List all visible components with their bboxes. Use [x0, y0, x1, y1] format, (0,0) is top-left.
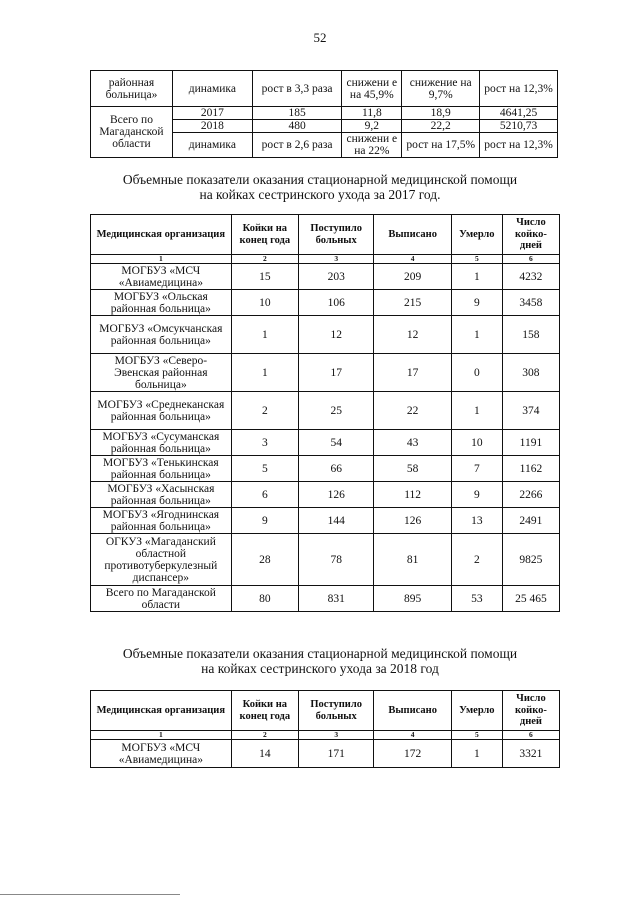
discharged-cell: 58 — [374, 456, 451, 482]
discharged-cell: 215 — [374, 290, 451, 316]
bed-days-cell: 1191 — [502, 430, 559, 456]
summary-label: районная больница» — [91, 71, 173, 107]
table-header-row — [91, 691, 560, 731]
discharged-cell: 209 — [374, 264, 451, 290]
bed-days-cell: 4232 — [502, 264, 559, 290]
died-cell: 1 — [451, 316, 502, 354]
table-row-total — [91, 586, 560, 612]
org-cell: Всего по Магаданской области — [91, 586, 232, 612]
table-row — [91, 264, 560, 290]
header-beds: Койки на конец года — [231, 215, 298, 255]
column-number: 1 — [91, 731, 232, 740]
died-cell: 7 — [451, 456, 502, 482]
bed-days-cell: 9825 — [502, 534, 559, 586]
died-cell: 1 — [451, 264, 502, 290]
died-cell: 53 — [451, 586, 502, 612]
org-cell: МОГБУЗ «Ягоднинская районная больница» — [91, 508, 232, 534]
table-row — [91, 534, 560, 586]
org-cell: ОГКУЗ «Магаданский областной противотуберкулезный диспансер» — [91, 534, 232, 586]
summary-cell: рост на 17,5% — [402, 133, 480, 158]
summary-cell: снижени е на 45,9% — [342, 71, 402, 107]
summary-cell: рост в 3,3 раза — [252, 71, 342, 107]
header-beds: Койки на конец года — [231, 691, 298, 731]
column-number: 3 — [298, 255, 373, 264]
summary-cell: динамика — [172, 71, 252, 107]
org-cell: МОГБУЗ «Омсукчанская районная больница» — [91, 316, 232, 354]
died-cell: 9 — [451, 482, 502, 508]
header-org: Медицинская организация — [91, 215, 232, 255]
header-discharged: Выписано — [374, 691, 451, 731]
header-bed-days: Число койко-дней — [502, 215, 559, 255]
admitted-cell: 831 — [298, 586, 373, 612]
admitted-cell: 106 — [298, 290, 373, 316]
column-number: 6 — [502, 255, 559, 264]
bed-days-cell: 2266 — [502, 482, 559, 508]
summary-cell: 185 — [252, 107, 342, 120]
discharged-cell: 17 — [374, 354, 451, 392]
column-number: 5 — [451, 731, 502, 740]
summary-table — [90, 70, 558, 158]
column-number: 2 — [231, 255, 298, 264]
org-cell: МОГБУЗ «Среднеканская районная больница» — [91, 392, 232, 430]
summary-total-label: Всего по Магаданской области — [91, 107, 173, 158]
discharged-cell: 895 — [374, 586, 451, 612]
beds-cell: 9 — [231, 508, 298, 534]
beds-cell: 15 — [231, 264, 298, 290]
column-number: 4 — [374, 731, 451, 740]
summary-cell: рост в 2,6 раза — [252, 133, 342, 158]
column-number: 1 — [91, 255, 232, 264]
beds-cell: 5 — [231, 456, 298, 482]
column-number-row — [91, 255, 560, 264]
admitted-cell: 126 — [298, 482, 373, 508]
header-admitted: Поступило больных — [298, 215, 373, 255]
discharged-cell: 22 — [374, 392, 451, 430]
summary-row-2017 — [91, 107, 558, 120]
table-2018 — [90, 690, 560, 768]
org-cell: МОГБУЗ «МСЧ «Авиамедицина» — [91, 264, 232, 290]
summary-row-district — [91, 71, 558, 107]
beds-cell: 10 — [231, 290, 298, 316]
org-cell: МОГБУЗ «Ольская районная больница» — [91, 290, 232, 316]
bed-days-cell: 1162 — [502, 456, 559, 482]
summary-cell: динамика — [172, 133, 252, 158]
died-cell: 13 — [451, 508, 502, 534]
caption-line: на койках сестринского ухода за 2017 год. — [199, 187, 441, 202]
table-row — [91, 456, 560, 482]
caption-line: Объемные показатели оказания стационарной медицинской помощи — [122, 646, 518, 661]
bed-days-cell: 158 — [502, 316, 559, 354]
summary-cell: снижени е на 22% — [342, 133, 402, 158]
summary-cell: рост на 12,3% — [480, 133, 558, 158]
discharged-cell: 12 — [374, 316, 451, 354]
died-cell: 2 — [451, 534, 502, 586]
beds-cell: 1 — [231, 316, 298, 354]
summary-cell: 11,8 — [342, 107, 402, 120]
discharged-cell: 172 — [374, 740, 451, 768]
org-cell: МОГБУЗ «МСЧ «Авиамедицина» — [91, 740, 232, 768]
column-number: 3 — [298, 731, 373, 740]
admitted-cell: 17 — [298, 354, 373, 392]
discharged-cell: 112 — [374, 482, 451, 508]
table-row — [91, 354, 560, 392]
admitted-cell: 25 — [298, 392, 373, 430]
beds-cell: 1 — [231, 354, 298, 392]
header-admitted: Поступило больных — [298, 691, 373, 731]
summary-cell: снижение на 9,7% — [402, 71, 480, 107]
header-discharged: Выписано — [374, 215, 451, 255]
org-cell: МОГБУЗ «Хасынская районная больница» — [91, 482, 232, 508]
caption-line: Объемные показатели оказания стационарной медицинской помощи — [122, 172, 518, 187]
bed-days-cell: 3458 — [502, 290, 559, 316]
org-cell: МОГБУЗ «Северо-Эвенская районная больница» — [91, 354, 232, 392]
caption-line: на койках сестринского ухода за 2018 год — [201, 661, 439, 676]
beds-cell: 6 — [231, 482, 298, 508]
summary-cell: рост на 12,3% — [480, 71, 558, 107]
admitted-cell: 171 — [298, 740, 373, 768]
discharged-cell: 43 — [374, 430, 451, 456]
beds-cell: 14 — [231, 740, 298, 768]
header-died: Умерло — [451, 215, 502, 255]
column-number-row — [91, 731, 560, 740]
admitted-cell: 144 — [298, 508, 373, 534]
table-caption-2018 — [0, 646, 640, 676]
beds-cell: 28 — [231, 534, 298, 586]
table-row — [91, 430, 560, 456]
died-cell: 1 — [451, 392, 502, 430]
died-cell: 0 — [451, 354, 502, 392]
footer-divider — [0, 894, 180, 895]
header-died: Умерло — [451, 691, 502, 731]
column-number: 5 — [451, 255, 502, 264]
bed-days-cell: 2491 — [502, 508, 559, 534]
summary-cell: 2018 — [172, 120, 252, 133]
summary-cell: 9,2 — [342, 120, 402, 133]
page-number: 52 — [313, 30, 327, 45]
admitted-cell: 78 — [298, 534, 373, 586]
org-cell: МОГБУЗ «Сусуманская районная больница» — [91, 430, 232, 456]
summary-cell: 18,9 — [402, 107, 480, 120]
beds-cell: 3 — [231, 430, 298, 456]
column-number: 2 — [231, 731, 298, 740]
org-cell: МОГБУЗ «Тенькинская районная больница» — [91, 456, 232, 482]
admitted-cell: 203 — [298, 264, 373, 290]
discharged-cell: 81 — [374, 534, 451, 586]
table-caption-2017 — [0, 172, 640, 202]
beds-cell: 80 — [231, 586, 298, 612]
table-row — [91, 740, 560, 768]
bed-days-cell: 308 — [502, 354, 559, 392]
column-number: 6 — [502, 731, 559, 740]
admitted-cell: 54 — [298, 430, 373, 456]
bed-days-cell: 25 465 — [502, 586, 559, 612]
summary-cell: 5210,73 — [480, 120, 558, 133]
admitted-cell: 66 — [298, 456, 373, 482]
bed-days-cell: 3321 — [502, 740, 559, 768]
summary-cell: 2017 — [172, 107, 252, 120]
discharged-cell: 126 — [374, 508, 451, 534]
admitted-cell: 12 — [298, 316, 373, 354]
table-row — [91, 290, 560, 316]
summary-cell: 4641,25 — [480, 107, 558, 120]
table-header-row — [91, 215, 560, 255]
table-row — [91, 482, 560, 508]
summary-cell: 22,2 — [402, 120, 480, 133]
bed-days-cell: 374 — [502, 392, 559, 430]
column-number: 4 — [374, 255, 451, 264]
summary-cell: 480 — [252, 120, 342, 133]
header-bed-days: Число койко-дней — [502, 691, 559, 731]
table-row — [91, 508, 560, 534]
table-2017 — [90, 214, 560, 612]
header-org: Медицинская организация — [91, 691, 232, 731]
died-cell: 1 — [451, 740, 502, 768]
beds-cell: 2 — [231, 392, 298, 430]
died-cell: 10 — [451, 430, 502, 456]
table-row — [91, 392, 560, 430]
died-cell: 9 — [451, 290, 502, 316]
table-row — [91, 316, 560, 354]
